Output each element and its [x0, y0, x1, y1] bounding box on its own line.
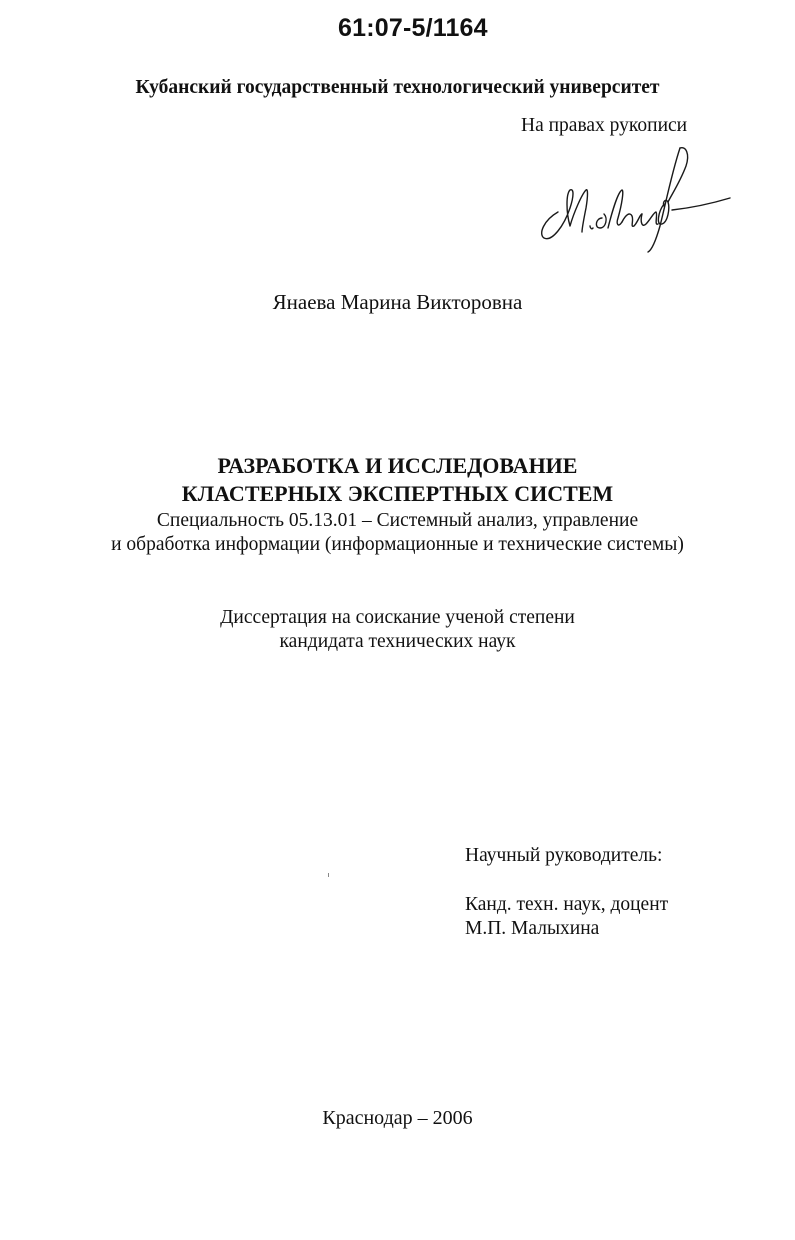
university-name: Кубанский государственный технологический университет — [135, 77, 660, 98]
supervisor-info — [465, 893, 668, 941]
degree-block — [0, 606, 795, 654]
degree-line: Диссертация на соискание ученой степени — [220, 607, 575, 628]
specialty-line: Специальность 05.13.01 – Системный анализ, управление — [156, 510, 639, 531]
supervisor-line: М.П. Малыхина — [465, 918, 600, 939]
title-line: РАЗРАБОТКА И ИССЛЕДОВАНИЕ — [217, 453, 578, 478]
author-name: Янаева Марина Викторовна — [272, 290, 523, 314]
city-year: Краснодар – 2006 — [322, 1107, 473, 1129]
specialty-block — [0, 509, 795, 557]
specialty-line: и обработка информации (информационные и технические системы) — [111, 534, 684, 555]
handwritten-signature — [530, 142, 735, 254]
archive-stamp: 61:07-5/1164 — [338, 14, 488, 42]
supervisor-label: Научный руководитель: — [465, 845, 663, 866]
scan-speck — [328, 873, 329, 877]
title-line: КЛАСТЕРНЫХ ЭКСПЕРТНЫХ СИСТЕМ — [181, 481, 614, 506]
degree-line: кандидата технических наук — [279, 631, 516, 652]
supervisor-line: Канд. техн. наук, доцент — [465, 894, 669, 915]
dissertation-title — [0, 452, 795, 508]
manuscript-note: На правах рукописи — [521, 115, 688, 136]
